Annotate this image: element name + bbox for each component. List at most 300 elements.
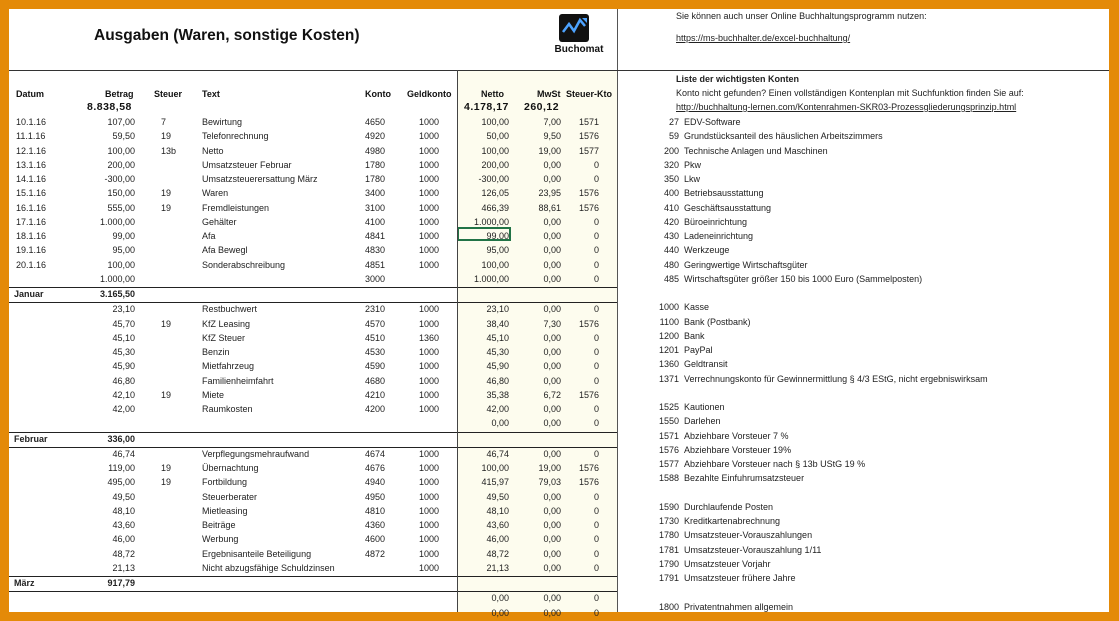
cell-geld[interactable]: 1000 [419, 548, 440, 559]
account-label: Lkw [684, 174, 701, 184]
cell-mwst[interactable]: 0,00 [543, 245, 561, 256]
account-row [617, 601, 1109, 615]
cell-steuer[interactable]: 13b [161, 145, 177, 156]
cell-geld[interactable]: 1000 [419, 304, 440, 315]
cell-text[interactable]: Fremdleistungen [202, 202, 270, 213]
cell-konto[interactable]: 4950 [365, 491, 386, 502]
col-betrag: Betrag [105, 89, 134, 99]
cell-mwst[interactable]: 0,00 [543, 491, 561, 502]
cell-mwst[interactable]: 0,00 [543, 448, 561, 459]
cell-geld[interactable]: 1000 [419, 216, 440, 227]
cell-geld[interactable]: 1000 [419, 174, 440, 184]
cell-datum[interactable]: 17.1.16 [16, 216, 47, 227]
cell-steuer[interactable]: 7 [161, 117, 167, 127]
table-row [9, 360, 617, 374]
cell-netto[interactable]: 95,00 [486, 245, 509, 256]
cell-konto[interactable]: 3100 [365, 202, 386, 213]
cell-text[interactable]: Afa Bewegl [202, 245, 248, 256]
table-row [9, 505, 617, 519]
cell-konto[interactable]: 4200 [365, 404, 386, 414]
cell-text[interactable]: Steuerberater [202, 491, 258, 502]
account-label: Geringwertige Wirtschaftsgüter [684, 259, 808, 270]
cell-konto[interactable]: 4590 [365, 361, 386, 372]
account-number: 410 [663, 202, 679, 213]
cell-mwst[interactable]: 19,00 [538, 145, 561, 156]
cell-betrag[interactable]: 95,00 [112, 245, 135, 256]
cell-betrag[interactable]: 45,10 [112, 332, 135, 343]
account-row [617, 544, 1109, 558]
cell-mwst[interactable]: 23,95 [538, 188, 561, 199]
cell-mwst[interactable]: 6,72 [543, 389, 561, 400]
cell-mwst[interactable]: 0,00 [543, 548, 561, 559]
cell-geld[interactable]: 1000 [419, 562, 440, 573]
account-label: Abziehbare Vorsteuer nach § 13b UStG 19 % [684, 459, 866, 469]
cell-geld[interactable]: 1000 [419, 463, 440, 473]
cell-netto[interactable]: 0,00 [491, 593, 509, 604]
cell-text[interactable]: KfZ Leasing [202, 318, 251, 329]
cell-stkto[interactable]: 0 [593, 548, 599, 559]
cell-betrag[interactable]: 46,00 [112, 534, 135, 545]
cell-betrag[interactable]: 43,60 [112, 520, 135, 530]
cell-stkto[interactable]: 0 [593, 448, 599, 459]
expense-table [9, 116, 617, 621]
cell-netto[interactable]: 45,10 [486, 332, 509, 343]
cell-netto[interactable]: 46,00 [486, 534, 509, 545]
cell-text[interactable]: Umsatzsteuer Februar [202, 159, 292, 170]
cell-text[interactable]: Umsatzsteuerersattung März [202, 174, 318, 184]
cell-konto[interactable]: 4650 [365, 117, 386, 127]
cell-mwst[interactable]: 0,00 [543, 534, 561, 545]
cell-netto[interactable]: 100,00 [481, 145, 509, 156]
cell-datum[interactable]: März [14, 578, 35, 588]
cell-geld[interactable]: 1000 [419, 520, 440, 530]
cell-netto[interactable]: 200,00 [481, 159, 509, 170]
cell-stkto[interactable]: 1576 [578, 477, 599, 488]
cell-stkto[interactable]: 0 [593, 491, 599, 502]
cell-konto[interactable]: 4851 [365, 259, 386, 270]
account-label: EDV-Software [684, 117, 741, 127]
cell-stkto[interactable]: 0 [593, 361, 599, 372]
cell-mwst[interactable]: 0,00 [543, 404, 561, 414]
intro-link[interactable]: https://ms-buchhalter.de/excel-buchhaltung/ [676, 33, 851, 43]
cell-konto[interactable]: 2310 [365, 304, 386, 315]
cell-netto[interactable]: 46,80 [486, 375, 509, 386]
account-number: 430 [663, 231, 679, 241]
cell-betrag[interactable]: 200,00 [107, 159, 135, 170]
col-konto: Konto [365, 89, 391, 99]
cell-text[interactable]: Benzin [202, 347, 230, 357]
cell-geld[interactable]: 1000 [419, 159, 440, 170]
cell-stkto[interactable]: 0 [593, 593, 599, 604]
account-row [617, 558, 1109, 572]
logo-chart-icon [559, 14, 589, 42]
cell-betrag[interactable]: 23,10 [112, 304, 135, 315]
cell-geld[interactable]: 1000 [419, 534, 440, 545]
cell-netto[interactable]: 43,60 [486, 520, 509, 530]
cell-text[interactable]: Gehälter [202, 216, 237, 227]
table-row [9, 389, 617, 403]
cell-konto[interactable]: 4530 [365, 347, 386, 357]
cell-datum[interactable]: Februar [14, 433, 48, 444]
total-betrag: 8.838,58 [87, 101, 132, 113]
cell-geld[interactable]: 1000 [419, 145, 440, 156]
cell-steuer[interactable]: 19 [161, 318, 172, 329]
cell-stkto[interactable]: 1576 [578, 188, 599, 199]
cell-netto[interactable]: 48,72 [486, 548, 509, 559]
cell-stkto[interactable]: 0 [593, 159, 599, 170]
cell-text[interactable]: Restbuchwert [202, 304, 258, 315]
cell-mwst[interactable]: 0,00 [543, 375, 561, 386]
selected-cell[interactable] [457, 227, 511, 241]
account-number: 1730 [658, 516, 679, 526]
cell-stkto[interactable]: 1576 [578, 131, 599, 142]
cell-text[interactable]: Werbung [202, 534, 239, 545]
account-label: Darlehen [684, 416, 721, 427]
cell-text[interactable]: Mietleasing [202, 505, 248, 516]
account-row [617, 430, 1109, 444]
cell-konto[interactable]: 4680 [365, 375, 386, 386]
cell-datum[interactable]: 13.1.16 [16, 159, 47, 170]
cell-geld[interactable]: 1000 [419, 259, 440, 270]
account-row [617, 387, 1109, 401]
cell-netto[interactable]: 50,00 [486, 131, 509, 142]
cell-konto[interactable]: 4676 [365, 463, 386, 473]
cell-stkto[interactable]: 0 [593, 245, 599, 256]
cell-text[interactable]: Bewirtung [202, 117, 243, 127]
cell-stkto[interactable]: 0 [593, 505, 599, 516]
cell-datum[interactable]: 10.1.16 [16, 117, 47, 127]
account-row [617, 487, 1109, 501]
cell-geld[interactable]: 1000 [419, 404, 440, 414]
cell-betrag[interactable]: -300,00 [104, 174, 135, 184]
cell-betrag[interactable]: 100,00 [107, 259, 135, 270]
cell-netto[interactable]: 35,38 [486, 389, 509, 400]
cell-betrag[interactable]: 119,00 [108, 463, 135, 473]
account-row [617, 515, 1109, 529]
cell-betrag[interactable]: 336,00 [107, 433, 135, 444]
account-number: 1201 [658, 345, 679, 355]
cell-datum[interactable]: 19.1.16 [16, 245, 47, 256]
account-label: Verrechnungskonto für Gewinnermittlung § 4/3 EStG, nicht ergebniswirksam [684, 373, 988, 384]
cell-mwst[interactable]: 0,00 [543, 593, 561, 604]
cell-stkto[interactable]: 1576 [578, 463, 599, 473]
cell-geld[interactable]: 1000 [419, 245, 440, 256]
cell-geld[interactable]: 1000 [419, 477, 440, 488]
cell-konto[interactable]: 4510 [365, 332, 386, 343]
cell-betrag[interactable]: 45,30 [112, 347, 135, 357]
cell-text[interactable]: Nicht abzugsfähige Schuldzinsen [202, 562, 335, 573]
cell-geld[interactable]: 1000 [419, 202, 440, 213]
cell-netto[interactable]: 23,10 [486, 304, 509, 315]
cell-text[interactable]: Afa [202, 231, 216, 241]
cell-betrag[interactable]: 48,10 [112, 505, 135, 516]
account-label: Bank (Postbank) [684, 316, 751, 327]
cell-betrag[interactable]: 150,00 [107, 188, 135, 199]
cell-geld[interactable]: 1000 [419, 389, 440, 400]
cell-steuer[interactable]: 19 [161, 188, 172, 199]
cell-mwst[interactable]: 19,00 [538, 463, 561, 473]
cell-netto[interactable]: 21,13 [486, 562, 509, 573]
cell-stkto[interactable]: 0 [593, 347, 599, 357]
cell-stkto[interactable]: 0 [593, 375, 599, 386]
cell-netto[interactable]: 49,50 [486, 491, 509, 502]
cell-konto[interactable]: 4940 [365, 477, 386, 488]
cell-text[interactable]: Beiträge [202, 520, 236, 530]
cell-konto[interactable]: 4810 [365, 505, 386, 516]
account-label: Umsatzsteuer-Vorauszahlung 1/11 [684, 544, 822, 555]
total-netto: 4.178,17 [464, 101, 509, 113]
cell-konto[interactable]: 1780 [365, 174, 386, 184]
cell-netto[interactable]: 100,00 [481, 259, 509, 270]
cell-betrag[interactable]: 48,72 [112, 548, 135, 559]
cell-datum[interactable]: 15.1.16 [16, 188, 47, 199]
cell-text[interactable]: KfZ Steuer [202, 332, 246, 343]
cell-datum[interactable]: 11.1.16 [16, 131, 46, 142]
cell-text[interactable]: Netto [202, 145, 224, 156]
table-row [9, 259, 617, 273]
cell-geld[interactable]: 1000 [419, 231, 440, 241]
table-row [9, 130, 617, 144]
month-total-row [9, 576, 617, 592]
cell-betrag[interactable]: 107,00 [107, 117, 135, 127]
cell-netto[interactable]: -300,00 [478, 174, 509, 184]
spreadsheet [9, 9, 1109, 618]
cell-stkto[interactable]: 0 [593, 231, 599, 241]
cell-text[interactable]: Ergebnisanteile Beteiligung [202, 548, 312, 559]
cell-mwst[interactable]: 7,00 [543, 117, 561, 127]
table-row [9, 548, 617, 562]
cell-geld[interactable]: 1000 [419, 318, 440, 329]
table-row [9, 448, 617, 462]
account-label: Kasse [684, 302, 710, 313]
account-row [617, 145, 1109, 159]
cell-stkto[interactable]: 0 [593, 304, 599, 315]
cell-konto[interactable]: 4920 [365, 131, 386, 142]
cell-betrag[interactable]: 917,79 [107, 578, 135, 588]
cell-konto[interactable]: 4674 [365, 448, 386, 459]
cell-netto[interactable]: 48,10 [486, 505, 509, 516]
cell-mwst[interactable]: 0,00 [543, 216, 561, 227]
cell-geld[interactable]: 1000 [419, 491, 440, 502]
account-row [617, 187, 1109, 201]
accounts-title: Liste der wichtigsten Konten [676, 74, 800, 84]
cell-netto[interactable]: 100,00 [481, 463, 509, 473]
cell-netto[interactable]: 466,39 [481, 202, 509, 213]
cell-betrag[interactable]: 555,00 [107, 202, 135, 213]
cell-steuer[interactable]: 19 [161, 389, 172, 400]
month-total-row [9, 432, 617, 448]
cell-betrag[interactable]: 1.000,00 [99, 273, 135, 284]
cell-netto[interactable]: 1.000,00 [473, 273, 509, 284]
cell-betrag[interactable]: 45,70 [112, 318, 135, 329]
cell-betrag[interactable]: 21,13 [112, 562, 135, 573]
cell-mwst[interactable]: 9,50 [543, 131, 561, 142]
cell-netto[interactable]: 0,00 [491, 607, 509, 618]
cell-konto[interactable]: 4830 [365, 245, 386, 256]
cell-stkto[interactable]: 0 [593, 332, 599, 343]
cell-mwst[interactable]: 0,00 [543, 332, 561, 343]
cell-geld[interactable]: 1000 [419, 347, 440, 357]
account-number: 1790 [658, 558, 679, 569]
cell-mwst[interactable]: 0,00 [543, 304, 561, 315]
cell-netto[interactable]: 1.000,00 [473, 216, 509, 227]
cell-mwst[interactable]: 0,00 [543, 418, 561, 429]
accounts-panel [617, 9, 1109, 612]
cell-steuer[interactable]: 19 [161, 202, 172, 213]
cell-mwst[interactable]: 7,30 [543, 318, 561, 329]
cell-mwst[interactable]: 88,61 [538, 202, 561, 213]
account-label: Umsatzsteuer-Vorauszahlungen [684, 530, 813, 541]
cell-stkto[interactable]: 1576 [578, 389, 599, 400]
cell-betrag[interactable]: 46,74 [112, 448, 135, 459]
cell-netto[interactable]: 99,00 [486, 231, 509, 241]
expenses-panel [9, 9, 618, 618]
cell-text[interactable]: Familienheimfahrt [202, 375, 274, 386]
cell-datum[interactable]: 14.1.16 [16, 174, 47, 184]
cell-betrag[interactable]: 99,00 [112, 231, 135, 241]
cell-mwst[interactable]: 0,00 [543, 562, 561, 573]
cell-datum[interactable]: Januar [14, 289, 44, 299]
cell-text[interactable]: Waren [202, 188, 229, 199]
cell-steuer[interactable]: 19 [161, 463, 172, 473]
cell-mwst[interactable]: 0,00 [543, 520, 561, 530]
cell-stkto[interactable]: 0 [593, 562, 599, 573]
col-netto: Netto [481, 89, 504, 99]
cell-datum[interactable]: 16.1.16 [16, 202, 47, 213]
table-row [9, 303, 617, 317]
cell-stkto[interactable]: 0 [593, 174, 599, 184]
cell-betrag[interactable]: 100,00 [107, 145, 135, 156]
cell-betrag[interactable]: 42,00 [112, 404, 135, 414]
account-label: Kreditkartenabrechnung [684, 516, 781, 526]
cell-mwst[interactable]: 0,00 [543, 231, 561, 241]
cell-geld[interactable]: 1000 [419, 375, 440, 386]
cell-netto[interactable]: 46,74 [486, 448, 509, 459]
cell-stkto[interactable]: 0 [593, 404, 599, 414]
cell-text[interactable]: Verpflegungsmehraufwand [202, 448, 310, 459]
cell-geld[interactable]: 1000 [419, 448, 440, 459]
cell-netto[interactable]: 0,00 [491, 418, 509, 429]
account-number: 1200 [658, 330, 679, 341]
cell-betrag[interactable]: 49,50 [112, 491, 135, 502]
cell-stkto[interactable]: 1576 [578, 318, 599, 329]
cell-netto[interactable]: 126,05 [481, 188, 509, 199]
cell-mwst[interactable]: 0,00 [543, 361, 561, 372]
cell-netto[interactable]: 45,90 [486, 361, 509, 372]
cell-mwst[interactable]: 0,00 [543, 174, 561, 184]
cell-text[interactable]: Fortbildung [202, 477, 248, 488]
cell-konto[interactable]: 4980 [365, 145, 386, 156]
cell-geld[interactable]: 1000 [419, 188, 440, 199]
cell-stkto[interactable]: 0 [593, 520, 599, 530]
cell-stkto[interactable]: 0 [593, 273, 599, 284]
cell-geld[interactable]: 1360 [419, 332, 440, 343]
cell-geld[interactable]: 1000 [419, 361, 440, 372]
cell-stkto[interactable]: 1577 [578, 145, 599, 156]
account-number: 350 [663, 174, 679, 184]
cell-stkto[interactable]: 0 [593, 607, 599, 618]
cell-konto[interactable]: 4570 [365, 318, 386, 329]
cell-konto[interactable]: 4600 [365, 534, 386, 545]
cell-mwst[interactable]: 0,00 [543, 505, 561, 516]
cell-netto[interactable]: 42,00 [486, 404, 509, 414]
cell-steuer[interactable]: 19 [161, 477, 172, 488]
cell-konto[interactable]: 4100 [365, 216, 386, 227]
cell-datum[interactable]: 18.1.16 [16, 231, 47, 241]
cell-text[interactable]: Raumkosten [202, 404, 253, 414]
account-label: Pkw [684, 159, 702, 170]
cell-geld[interactable]: 1000 [419, 117, 440, 127]
cell-konto[interactable]: 4841 [365, 231, 386, 241]
cell-mwst[interactable]: 0,00 [543, 259, 561, 270]
cell-text[interactable]: Mietfahrzeug [202, 361, 255, 372]
cell-mwst[interactable]: 0,00 [543, 607, 561, 618]
cell-konto[interactable]: 3000 [365, 273, 386, 284]
cell-netto[interactable]: 38,40 [486, 318, 509, 329]
cell-text[interactable]: Telefonrechnung [202, 131, 269, 142]
account-label: Betriebsausstattung [684, 188, 764, 199]
col-text: Text [202, 89, 220, 99]
cell-mwst[interactable]: 0,00 [543, 273, 561, 284]
cell-geld[interactable]: 1000 [419, 131, 440, 142]
account-row [617, 259, 1109, 273]
cell-konto[interactable]: 4360 [365, 520, 386, 530]
cell-stkto[interactable]: 0 [593, 259, 599, 270]
cell-stkto[interactable]: 0 [593, 418, 599, 429]
account-number: 1780 [658, 530, 679, 541]
account-label: Geschäftsausstattung [684, 202, 772, 213]
cell-datum[interactable]: 20.1.16 [16, 259, 47, 270]
account-number: 59 [668, 131, 679, 142]
cell-betrag[interactable]: 3.165,50 [99, 289, 135, 299]
cell-konto[interactable]: 1780 [365, 159, 386, 170]
account-number: 1590 [658, 501, 679, 512]
account-row [617, 472, 1109, 486]
cell-mwst[interactable]: 79,03 [538, 477, 561, 488]
cell-mwst[interactable]: 0,00 [543, 347, 561, 357]
col-steuer: Steuer [154, 89, 183, 99]
table-row [9, 533, 617, 547]
cell-konto[interactable]: 4872 [365, 548, 386, 559]
cell-betrag[interactable]: 45,90 [112, 361, 135, 372]
cell-betrag[interactable]: 495,00 [107, 477, 135, 488]
cell-mwst[interactable]: 0,00 [543, 159, 561, 170]
cell-text[interactable]: Sonderabschreibung [202, 259, 286, 270]
cell-stkto[interactable]: 0 [593, 216, 599, 227]
cell-steuer[interactable]: 19 [161, 131, 172, 142]
cell-betrag[interactable]: 1.000,00 [99, 216, 135, 227]
cell-konto[interactable]: 3400 [365, 188, 386, 199]
cell-stkto[interactable]: 0 [593, 534, 599, 545]
cell-netto[interactable]: 100,00 [481, 117, 509, 127]
cell-stkto[interactable]: 1576 [578, 202, 599, 213]
cell-datum[interactable]: 12.1.16 [16, 145, 47, 156]
cell-konto[interactable]: 4210 [365, 389, 386, 400]
cell-text[interactable]: Miete [202, 389, 225, 400]
accounts-link[interactable]: http://buchhaltung-lernen.com/Kontenrahmen-SKR03-Prozessgliederungsprinzip.html [676, 102, 1017, 112]
account-number: 1550 [658, 416, 679, 427]
cell-geld[interactable]: 1000 [419, 505, 440, 516]
cell-netto[interactable]: 45,30 [486, 347, 509, 357]
cell-betrag[interactable]: 59,50 [112, 131, 135, 142]
account-number: 1800 [658, 601, 679, 612]
cell-betrag[interactable]: 46,80 [112, 375, 135, 386]
logo-text: Buchomat [554, 44, 604, 55]
cell-text[interactable]: Übernachtung [202, 463, 259, 473]
cell-netto[interactable]: 415,97 [481, 477, 509, 488]
cell-betrag[interactable]: 42,10 [112, 389, 135, 400]
cell-stkto[interactable]: 1571 [578, 117, 599, 127]
